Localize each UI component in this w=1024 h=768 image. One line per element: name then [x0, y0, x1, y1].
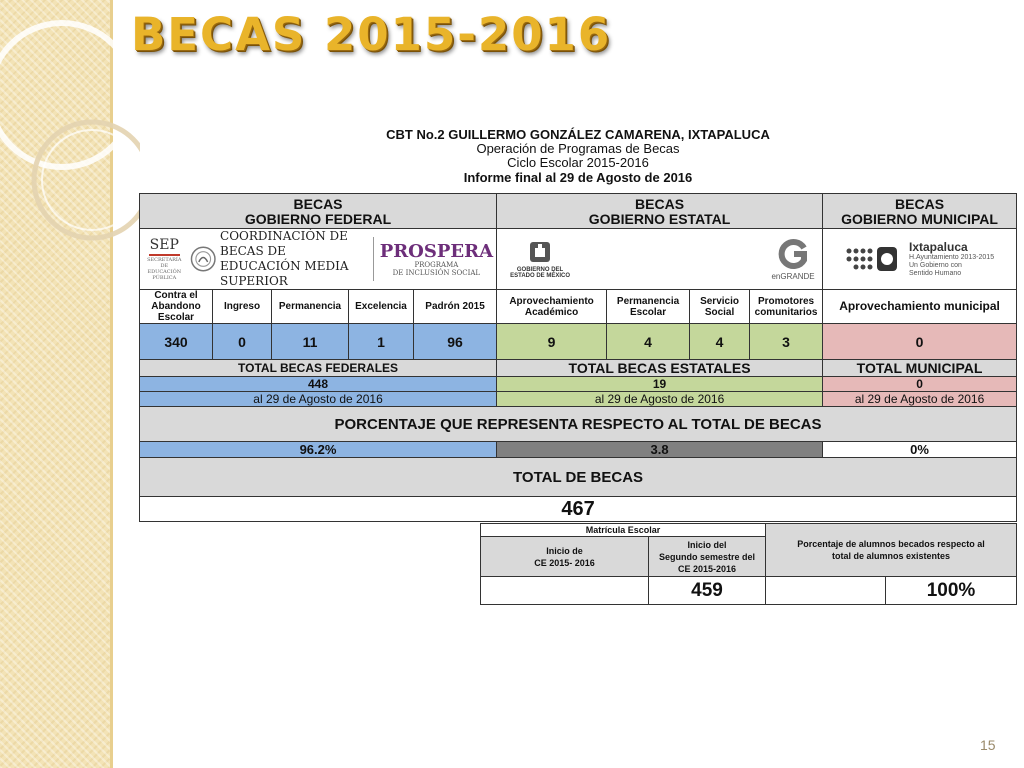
engrande-logo: enGRANDE — [767, 238, 819, 281]
matricula-value-3 — [766, 577, 886, 605]
grand-total-label: TOTAL DE BECAS — [140, 458, 1017, 497]
column-header: Aprovechamiento Académico — [497, 290, 607, 324]
ixtapaluca-logo: Ixtapaluca H.Ayuntamiento 2013-2015 Un Gobierno con Sentido Humano — [908, 239, 995, 277]
column-header: Excelencia — [349, 290, 414, 324]
report-cycle: Ciclo Escolar 2015-2016 — [507, 155, 649, 170]
segundo-semestre-header: Inicio del Segundo semestre del CE 2015-2016 — [649, 537, 766, 577]
value-cell: 3 — [750, 324, 823, 360]
report-date: Informe final al 29 de Agosto de 2016 — [463, 170, 693, 185]
prospera-logo: PROSPERA PROGRAMA DE INCLUSIÓN SOCIAL — [379, 240, 494, 277]
value-cell: 9 — [497, 324, 607, 360]
value-cell: 340 — [140, 324, 213, 360]
edomex-shield-icon — [527, 239, 553, 265]
coordinacion-logo: COORDINACIÓN DE BECAS DE EDUCACIÓN MEDIA SUPERIOR — [220, 229, 349, 288]
total-federal-date: al 29 de Agosto de 2016 — [140, 392, 497, 407]
mexico-seal-icon — [190, 239, 216, 279]
sep-logo: SEP SECRETARÍA DE EDUCACIÓN PÚBLICA — [147, 237, 182, 281]
edomex-logo: GOBIERNO DEL ESTADO DE MÉXICO — [500, 239, 580, 279]
percentage-title: PORCENTAJE QUE REPRESENTA RESPECTO AL TOTAL DE BECAS — [140, 407, 1017, 442]
total-municipal-value: 0 — [823, 377, 1017, 392]
column-header: Ingreso — [213, 290, 272, 324]
value-cell: 4 — [607, 324, 690, 360]
matricula-table — [480, 523, 1017, 605]
total-estatal-label: TOTAL BECAS ESTATALES — [497, 360, 823, 377]
total-federal-value: 448 — [140, 377, 497, 392]
value-cell: 4 — [690, 324, 750, 360]
total-municipal-date: al 29 de Agosto de 2016 — [823, 392, 1017, 407]
matricula-value-2: 459 — [649, 577, 766, 605]
matricula-value-4: 100% — [886, 577, 1017, 605]
matricula-title: Matrícula Escolar — [481, 524, 766, 537]
column-headers-row — [140, 290, 1017, 324]
column-header: Permanencia Escolar — [607, 290, 690, 324]
school-name: CBT No.2 GUILLERMO GONZÁLEZ CAMARENA, IXTAPALUCA — [386, 127, 770, 142]
scholarship-table — [139, 193, 1017, 522]
g-logo-icon — [776, 238, 810, 270]
inicio-ce-header: Inicio de CE 2015- 2016 — [481, 537, 649, 577]
value-cell: 96 — [414, 324, 497, 360]
group-header-municipal: BECAS GOBIERNO MUNICIPAL — [823, 194, 1017, 229]
column-header: Permanencia — [272, 290, 349, 324]
column-header: Promotores comunitarios — [750, 290, 823, 324]
column-header: Servicio Social — [690, 290, 750, 324]
total-estatal-date: al 29 de Agosto de 2016 — [497, 392, 823, 407]
decorative-rings — [0, 0, 140, 320]
percentage-federal: 96.2% — [140, 442, 497, 458]
value-cell: 1 — [349, 324, 414, 360]
dots-logo-icon — [845, 241, 901, 277]
value-cell: 0 — [823, 324, 1017, 360]
total-estatal-value: 19 — [497, 377, 823, 392]
value-cell: 0 — [213, 324, 272, 360]
percentage-header: Porcentaje de alumnos becados respecto al total de alumnos existentes — [766, 524, 1017, 577]
report-header — [140, 127, 1016, 185]
value-cell: 11 — [272, 324, 349, 360]
slide-title: BECAS 2015-2016 — [131, 8, 612, 61]
group-header-estatal: BECAS GOBIERNO ESTATAL — [497, 194, 823, 229]
estatal-logos — [497, 229, 823, 290]
municipal-logos — [823, 229, 1017, 290]
page-number: 15 — [980, 737, 996, 753]
total-federal-label: TOTAL BECAS FEDERALES — [140, 360, 497, 377]
column-header: Aprovechamiento municipal — [823, 290, 1017, 324]
group-header-federal: BECAS GOBIERNO FEDERAL — [140, 194, 497, 229]
report-subtitle: Operación de Programas de Becas — [476, 141, 680, 156]
total-municipal-label: TOTAL MUNICIPAL — [823, 360, 1017, 377]
percentage-estatal: 3.8 — [497, 442, 823, 458]
values-row — [140, 324, 1017, 360]
matricula-value-1 — [481, 577, 649, 605]
percentage-municipal: 0% — [823, 442, 1017, 458]
column-header: Padrón 2015 — [414, 290, 497, 324]
federal-logos — [140, 229, 497, 290]
column-header: Contra el Abandono Escolar — [140, 290, 213, 324]
grand-total-value: 467 — [140, 497, 1017, 522]
